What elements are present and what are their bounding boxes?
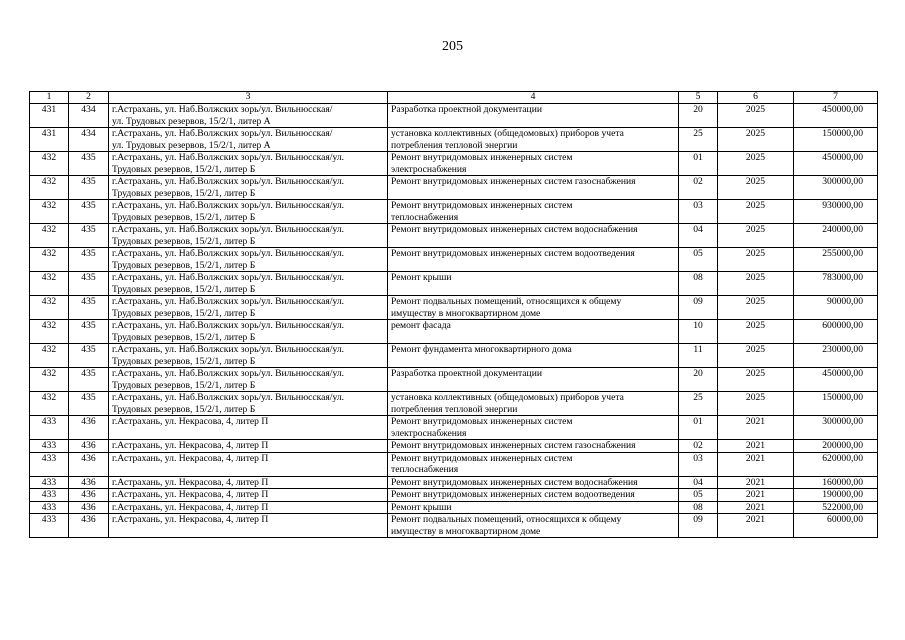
work-code-cell: 01	[679, 416, 718, 440]
work-type-cell: Ремонт внутридомовых инженерных систем водоотведения	[388, 489, 679, 502]
cost-cell: 300000,00	[794, 176, 878, 200]
address-cell: г.Астрахань, ул. Некрасова, 4, литер П	[109, 452, 388, 476]
address-cell: г.Астрахань, ул. Наб.Волжских зорь/ул. Вильнюсская/ул. Трудовых резервов, 15/2/1, литер Б	[109, 392, 388, 416]
cost-cell: 522000,00	[794, 501, 878, 514]
house-number-cell: 435	[69, 296, 109, 320]
work-code-cell: 05	[679, 248, 718, 272]
cost-cell: 255000,00	[794, 248, 878, 272]
work-type-cell: Ремонт внутридомовых инженерных систем водоснабжения	[388, 224, 679, 248]
row-number-cell: 433	[30, 416, 69, 440]
year-cell: 2025	[718, 224, 794, 248]
row-number-cell: 432	[30, 224, 69, 248]
row-number-cell: 433	[30, 489, 69, 502]
row-number-cell: 432	[30, 320, 69, 344]
year-cell: 2025	[718, 392, 794, 416]
table-row	[30, 272, 878, 296]
work-code-cell: 08	[679, 272, 718, 296]
house-number-cell: 435	[69, 200, 109, 224]
year-cell: 2021	[718, 452, 794, 476]
table-row	[30, 176, 878, 200]
house-number-cell: 434	[69, 104, 109, 128]
cost-cell: 90000,00	[794, 296, 878, 320]
row-number-cell: 432	[30, 296, 69, 320]
work-code-cell: 03	[679, 200, 718, 224]
column-header-1: 1	[30, 92, 69, 104]
table-row	[30, 152, 878, 176]
row-number-cell: 433	[30, 440, 69, 453]
address-cell: г.Астрахань, ул. Наб.Волжских зорь/ул. Вильнюсская/ ул. Трудовых резервов, 15/2/1, литер А	[109, 128, 388, 152]
cost-cell: 150000,00	[794, 392, 878, 416]
work-type-cell: Ремонт фундамента многоквартирного дома	[388, 344, 679, 368]
address-cell: г.Астрахань, ул. Наб.Волжских зорь/ул. Вильнюсская/ул. Трудовых резервов, 15/2/1, литер Б	[109, 368, 388, 392]
work-code-cell: 20	[679, 368, 718, 392]
house-number-cell: 435	[69, 272, 109, 296]
year-cell: 2021	[718, 489, 794, 502]
work-code-cell: 01	[679, 152, 718, 176]
address-cell: г.Астрахань, ул. Наб.Волжских зорь/ул. Вильнюсская/ул. Трудовых резервов, 15/2/1, литер Б	[109, 152, 388, 176]
year-cell: 2025	[718, 296, 794, 320]
table-body	[30, 92, 878, 538]
table-row	[30, 104, 878, 128]
work-code-cell: 09	[679, 296, 718, 320]
work-type-cell: Ремонт внутридомовых инженерных систем теплоснабжения	[388, 200, 679, 224]
work-type-cell: Ремонт крыши	[388, 501, 679, 514]
address-cell: г.Астрахань, ул. Некрасова, 4, литер П	[109, 489, 388, 502]
table-row	[30, 200, 878, 224]
row-number-cell: 432	[30, 344, 69, 368]
row-number-cell: 432	[30, 200, 69, 224]
house-number-cell: 436	[69, 440, 109, 453]
row-number-cell: 432	[30, 392, 69, 416]
house-number-cell: 435	[69, 392, 109, 416]
house-number-cell: 436	[69, 476, 109, 489]
address-cell: г.Астрахань, ул. Наб.Волжских зорь/ул. Вильнюсская/ ул. Трудовых резервов, 15/2/1, литер А	[109, 104, 388, 128]
column-header-6: 6	[718, 92, 794, 104]
work-code-cell: 04	[679, 476, 718, 489]
address-cell: г.Астрахань, ул. Наб.Волжских зорь/ул. Вильнюсская/ул. Трудовых резервов, 15/2/1, литер Б	[109, 320, 388, 344]
cost-cell: 200000,00	[794, 440, 878, 453]
work-code-cell: 20	[679, 104, 718, 128]
house-number-cell: 434	[69, 128, 109, 152]
work-code-cell: 02	[679, 440, 718, 453]
year-cell: 2021	[718, 514, 794, 538]
column-header-7: 7	[794, 92, 878, 104]
table-row	[30, 452, 878, 476]
address-cell: г.Астрахань, ул. Наб.Волжских зорь/ул. Вильнюсская/ул. Трудовых резервов, 15/2/1, литер Б	[109, 224, 388, 248]
table-row	[30, 476, 878, 489]
house-number-cell: 436	[69, 514, 109, 538]
work-type-cell: Ремонт внутридомовых инженерных систем водоснабжения	[388, 476, 679, 489]
cost-cell: 450000,00	[794, 152, 878, 176]
header-row	[30, 92, 878, 104]
page-number: 205	[442, 39, 463, 54]
row-number-cell: 433	[30, 476, 69, 489]
year-cell: 2025	[718, 272, 794, 296]
year-cell: 2025	[718, 200, 794, 224]
house-number-cell: 436	[69, 501, 109, 514]
work-type-cell: Ремонт внутридомовых инженерных систем водоотведения	[388, 248, 679, 272]
year-cell: 2025	[718, 248, 794, 272]
column-header-2: 2	[69, 92, 109, 104]
works-table	[29, 91, 878, 538]
cost-cell: 783000,00	[794, 272, 878, 296]
address-cell: г.Астрахань, ул. Некрасова, 4, литер П	[109, 476, 388, 489]
work-code-cell: 03	[679, 452, 718, 476]
row-number-cell: 432	[30, 176, 69, 200]
cost-cell: 240000,00	[794, 224, 878, 248]
house-number-cell: 435	[69, 344, 109, 368]
table-row	[30, 296, 878, 320]
row-number-cell: 433	[30, 514, 69, 538]
row-number-cell: 431	[30, 104, 69, 128]
house-number-cell: 436	[69, 452, 109, 476]
address-cell: г.Астрахань, ул. Некрасова, 4, литер П	[109, 514, 388, 538]
year-cell: 2021	[718, 440, 794, 453]
table-row	[30, 501, 878, 514]
cost-cell: 600000,00	[794, 320, 878, 344]
address-cell: г.Астрахань, ул. Наб.Волжских зорь/ул. Вильнюсская/ул. Трудовых резервов, 15/2/1, литер Б	[109, 176, 388, 200]
year-cell: 2025	[718, 320, 794, 344]
cost-cell: 150000,00	[794, 128, 878, 152]
year-cell: 2025	[718, 152, 794, 176]
table-row	[30, 392, 878, 416]
house-number-cell: 436	[69, 416, 109, 440]
year-cell: 2025	[718, 104, 794, 128]
house-number-cell: 435	[69, 320, 109, 344]
house-number-cell: 435	[69, 224, 109, 248]
house-number-cell: 435	[69, 152, 109, 176]
row-number-cell: 432	[30, 152, 69, 176]
row-number-cell: 433	[30, 452, 69, 476]
cost-cell: 190000,00	[794, 489, 878, 502]
house-number-cell: 436	[69, 489, 109, 502]
work-type-cell: Ремонт крыши	[388, 272, 679, 296]
cost-cell: 60000,00	[794, 514, 878, 538]
address-cell: г.Астрахань, ул. Наб.Волжских зорь/ул. Вильнюсская/ул. Трудовых резервов, 15/2/1, литер Б	[109, 200, 388, 224]
table-row	[30, 514, 878, 538]
address-cell: г.Астрахань, ул. Наб.Волжских зорь/ул. Вильнюсская/ул. Трудовых резервов, 15/2/1, литер Б	[109, 344, 388, 368]
work-type-cell: Ремонт внутридомовых инженерных систем электроснабжения	[388, 416, 679, 440]
year-cell: 2021	[718, 416, 794, 440]
work-type-cell: установка коллективных (общедомовых) приборов учета потребления тепловой энергии	[388, 392, 679, 416]
work-code-cell: 04	[679, 224, 718, 248]
row-number-cell: 432	[30, 272, 69, 296]
work-code-cell: 25	[679, 392, 718, 416]
column-header-3: 3	[109, 92, 388, 104]
address-cell: г.Астрахань, ул. Некрасова, 4, литер П	[109, 416, 388, 440]
cost-cell: 230000,00	[794, 344, 878, 368]
table-row	[30, 320, 878, 344]
work-code-cell: 25	[679, 128, 718, 152]
cost-cell: 160000,00	[794, 476, 878, 489]
house-number-cell: 435	[69, 248, 109, 272]
work-type-cell: Ремонт подвальных помещений, относящихся к общему имуществу в многоквартирном доме	[388, 296, 679, 320]
year-cell: 2021	[718, 476, 794, 489]
year-cell: 2025	[718, 368, 794, 392]
work-type-cell: Разработка проектной документации	[388, 104, 679, 128]
year-cell: 2025	[718, 128, 794, 152]
work-code-cell: 08	[679, 501, 718, 514]
cost-cell: 450000,00	[794, 368, 878, 392]
year-cell: 2025	[718, 344, 794, 368]
table-row	[30, 224, 878, 248]
column-header-4: 4	[388, 92, 679, 104]
year-cell: 2021	[718, 501, 794, 514]
work-type-cell: Разработка проектной документации	[388, 368, 679, 392]
table-row	[30, 344, 878, 368]
column-header-5: 5	[679, 92, 718, 104]
row-number-cell: 431	[30, 128, 69, 152]
address-cell: г.Астрахань, ул. Некрасова, 4, литер П	[109, 501, 388, 514]
work-type-cell: Ремонт внутридомовых инженерных систем электроснабжения	[388, 152, 679, 176]
work-code-cell: 05	[679, 489, 718, 502]
cost-cell: 620000,00	[794, 452, 878, 476]
work-type-cell: Ремонт внутридомовых инженерных систем газоснабжения	[388, 440, 679, 453]
table-row	[30, 416, 878, 440]
work-type-cell: ремонт фасада	[388, 320, 679, 344]
table-row	[30, 128, 878, 152]
table-row	[30, 489, 878, 502]
work-type-cell: Ремонт внутридомовых инженерных систем газоснабжения	[388, 176, 679, 200]
house-number-cell: 435	[69, 368, 109, 392]
work-type-cell: Ремонт подвальных помещений, относящихся к общему имуществу в многоквартирном доме	[388, 514, 679, 538]
cost-cell: 300000,00	[794, 416, 878, 440]
work-type-cell: Ремонт внутридомовых инженерных систем теплоснабжения	[388, 452, 679, 476]
address-cell: г.Астрахань, ул. Некрасова, 4, литер П	[109, 440, 388, 453]
row-number-cell: 432	[30, 248, 69, 272]
address-cell: г.Астрахань, ул. Наб.Волжских зорь/ул. Вильнюсская/ул. Трудовых резервов, 15/2/1, литер Б	[109, 248, 388, 272]
cost-cell: 930000,00	[794, 200, 878, 224]
house-number-cell: 435	[69, 176, 109, 200]
row-number-cell: 433	[30, 501, 69, 514]
row-number-cell: 432	[30, 368, 69, 392]
address-cell: г.Астрахань, ул. Наб.Волжских зорь/ул. Вильнюсская/ул. Трудовых резервов, 15/2/1, литер Б	[109, 272, 388, 296]
work-code-cell: 09	[679, 514, 718, 538]
address-cell: г.Астрахань, ул. Наб.Волжских зорь/ул. Вильнюсская/ул. Трудовых резервов, 15/2/1, литер Б	[109, 296, 388, 320]
table-row	[30, 440, 878, 453]
year-cell: 2025	[718, 176, 794, 200]
work-type-cell: установка коллективных (общедомовых) приборов учета потребления тепловой энергии	[388, 128, 679, 152]
table-row	[30, 248, 878, 272]
table-row	[30, 368, 878, 392]
work-code-cell: 10	[679, 320, 718, 344]
cost-cell: 450000,00	[794, 104, 878, 128]
work-code-cell: 11	[679, 344, 718, 368]
work-code-cell: 02	[679, 176, 718, 200]
